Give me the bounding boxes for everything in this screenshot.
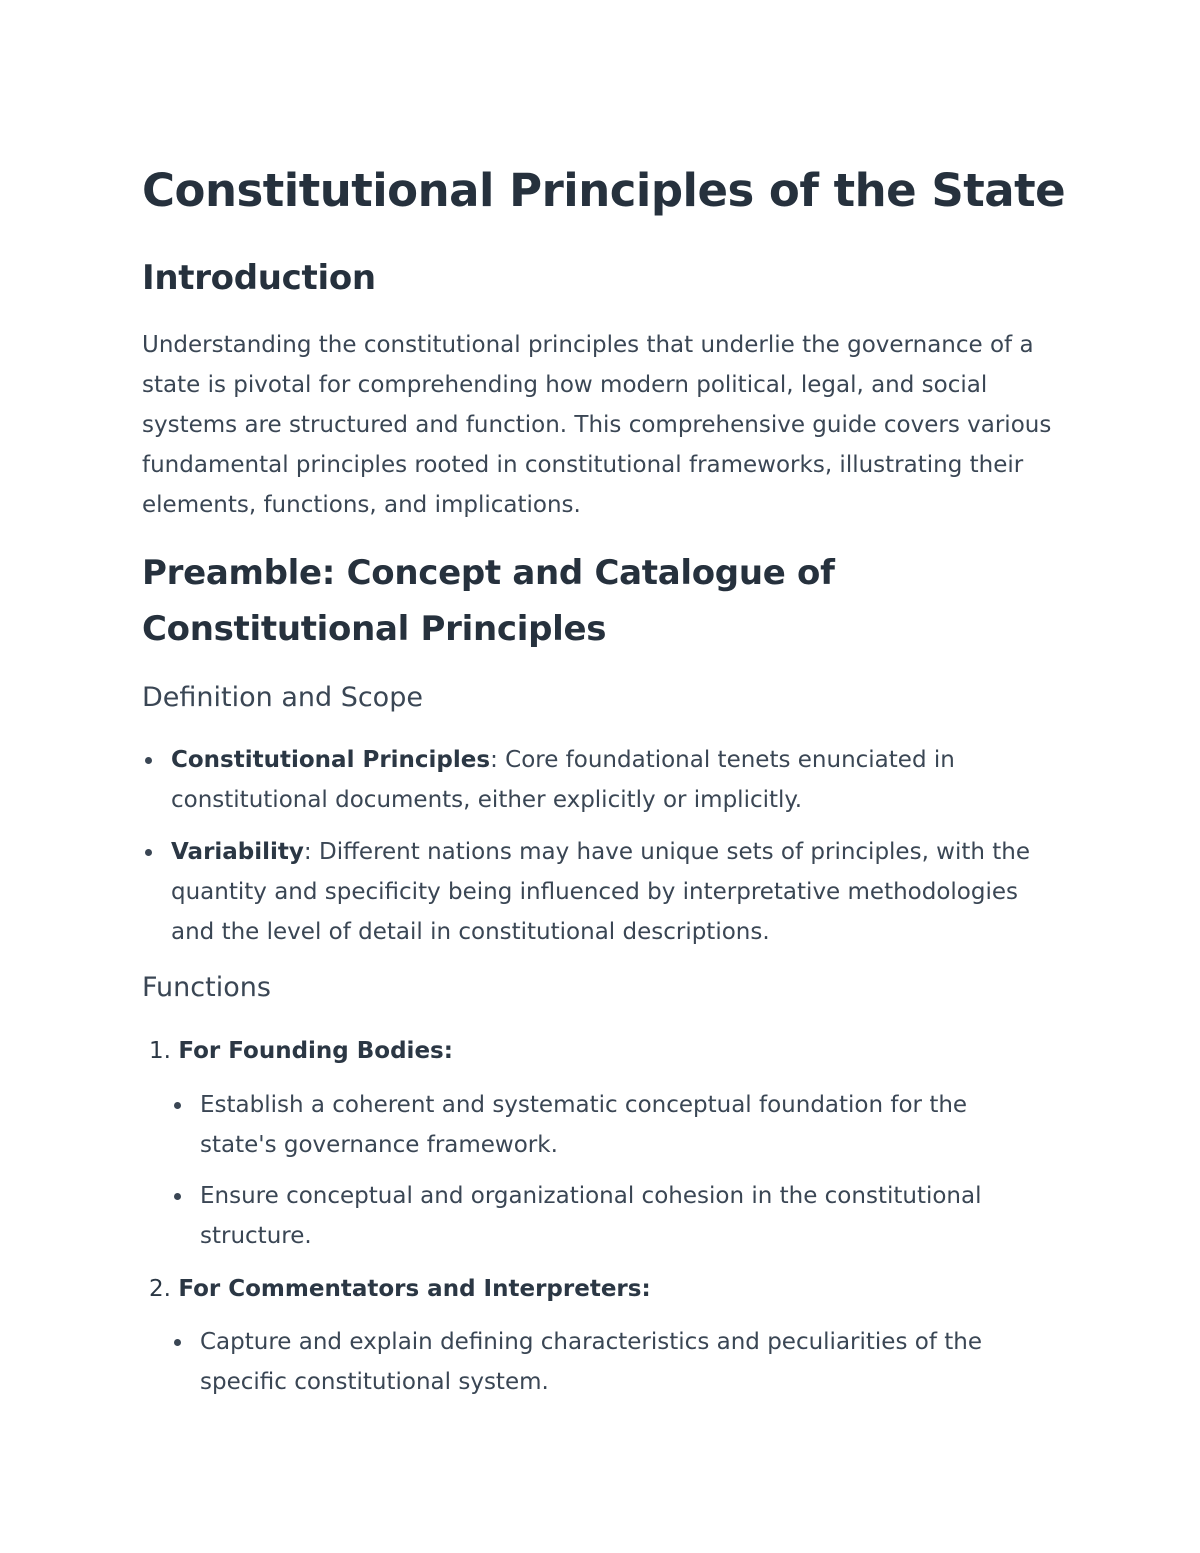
definition-scope-heading: Definition and Scope (142, 682, 423, 713)
numbered-item-founding-bodies (142, 1031, 453, 1071)
document-title: Constitutional Principles of the State (142, 164, 1066, 217)
numbered-item-label: For Commentators and Interpreters: (178, 1276, 651, 1302)
definition-term: Variability (171, 839, 304, 865)
bullet-icon (145, 849, 152, 856)
list-item: Ensure conceptual and organizational cohesion in the constitutional structure. (200, 1176, 1050, 1256)
functions-heading: Functions (142, 972, 271, 1003)
definition-text: : Core foundational tenets enunciated in constitutional documents, either explicitly or implicitly. (171, 747, 955, 813)
bullet-icon (174, 1339, 181, 1346)
bullet-icon (145, 757, 152, 764)
list-item: Capture and explain defining characteristics and peculiarities of the specific constitutional system. (200, 1322, 1050, 1402)
preamble-heading: Preamble: Concept and Catalogue of Constitutional Principles (142, 553, 835, 649)
list-number: 2. (149, 1276, 171, 1302)
numbered-item-label: For Founding Bodies: (178, 1038, 453, 1064)
list-item: Establish a coherent and systematic conceptual foundation for the state's governance framework. (200, 1085, 1050, 1165)
numbered-item-commentators (142, 1269, 651, 1309)
introduction-heading: Introduction (142, 258, 376, 298)
list-item-variability (171, 832, 1051, 952)
definition-text: : Different nations may have unique sets of principles, with the quantity and specificity being influenced by interpretative methodologies and the level of detail in constitutional descriptions. (171, 839, 1031, 945)
introduction-paragraph: Understanding the constitutional principles that underlie the governance of a state is pivotal for comprehending how modern political, legal, and social systems are structured and function. This comprehensive guide covers various fundamental principles rooted in constitutional frameworks, illustrating their elements, functions, and implications. (142, 332, 1052, 518)
definition-term: Constitutional Principles (171, 747, 491, 773)
list-number: 1. (149, 1038, 171, 1064)
bullet-icon (174, 1193, 181, 1200)
bullet-icon (174, 1102, 181, 1109)
list-item-constitutional-principles (171, 740, 1031, 820)
